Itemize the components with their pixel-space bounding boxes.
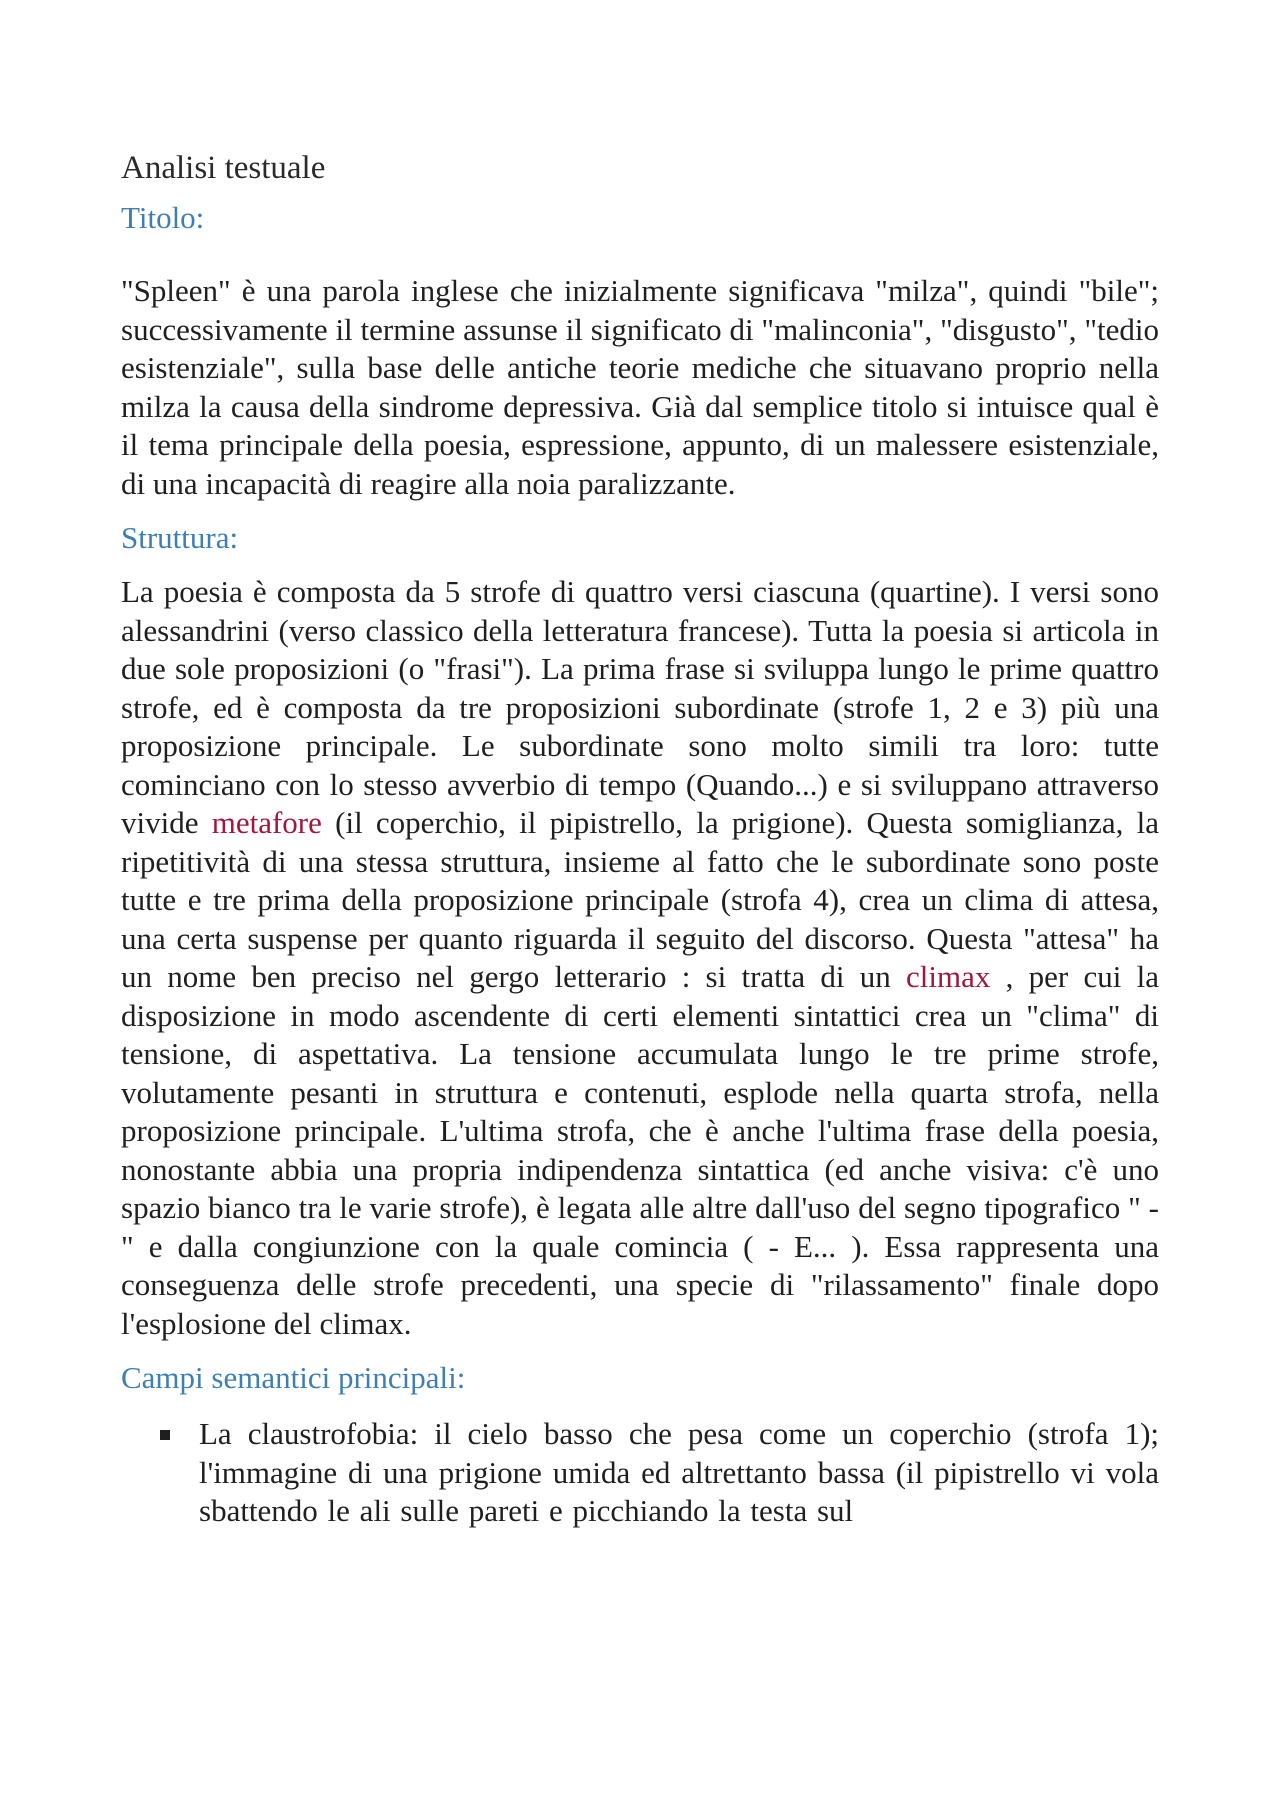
list-item [121,1415,1159,1531]
document-title: Analisi testuale [121,150,326,186]
term-link-climax[interactable]: climax [906,959,991,994]
campi-semantici-list [121,1415,1159,1531]
heading-struttura: Struttura: [121,520,239,555]
heading-titolo: Titolo: [121,200,205,235]
paragraph-struttura-part1: La poesia è composta da 5 strofe di quattro versi ciascuna (quartine). I versi sono alessandrini (verso classico della letteratura francese). Tutta la poesia si articola in due sole proposizioni (o "frasi"). La prima frase si sviluppa lungo le prime quattro strofe, ed è composta da tre proposizioni subordinate (strofe 1, 2 e 3) più una proposizione principale. Le subordinate sono molto simili tra loro: tutte cominciano con lo stesso avverbio di tempo (Quando...) e si sviluppano attraverso vivide [121,574,1159,840]
paragraph-struttura [121,573,1159,1343]
square-bullet-icon [160,1430,170,1440]
document-page [121,148,1159,1531]
paragraph-titolo: "Spleen" è una parola inglese che inizialmente significava "milza", quindi "bile"; successivamente il termine assunse il significato di "malinconia", "disgusto", "tedio esistenziale", sulla base delle antiche teorie mediche che situavano proprio nella milza la causa della sindrome depressiva. Già dal semplice titolo si intuisce qual è il tema principale della poesia, espressione, appunto, di un malessere esistenziale, di una incapacità di reagire alla noia paralizzante. [121,273,1159,501]
heading-campi-semantici: Campi semantici principali: [121,1360,466,1395]
paragraph-struttura-part2: (il coperchio, il pipistrello, la prigione). Questa somiglianza, la ripetitività di una stessa struttura, insieme al fatto che le subordinate sono poste tutte e tre prima della proposizione principale (strofa 4), crea un clima di attesa, una certa suspense per quanto riguarda il seguito del discorso. Questa "attesa" ha un nome ben preciso nel gergo letterario : si tratta di un [121,805,1159,994]
list-item-text: La claustrofobia: il cielo basso che pesa come un coperchio (strofa 1); l'immagine di una prigione umida ed altrettanto bassa (il pipistrello vi vola sbattendo le ali sulle pareti e picchiando la testa sul [199,1416,1159,1528]
term-link-metafore[interactable]: metafore [211,805,322,840]
paragraph-struttura-part3: , per cui la disposizione in modo ascendente di certi elementi sintattici crea un "clima" di tensione, di aspettativa. La tensione accumulata lungo le tre prime strofe, volutamente pesanti in struttura e contenuti, esplode nella quarta strofa, nella proposizione principale. L'ultima strofa, che è anche l'ultima frase della poesia, nonostante abbia una propria indipendenza sintattica (ed anche visiva: c'è uno spazio bianco tra le varie strofe), è legata alle altre dall'uso del segno tipografico " - " e dalla congiunzione con la quale comincia ( - E... ). Essa rappresenta una conseguenza delle strofe precedenti, una specie di "rilassamento" finale dopo l'esplosione del climax. [121,959,1159,1341]
